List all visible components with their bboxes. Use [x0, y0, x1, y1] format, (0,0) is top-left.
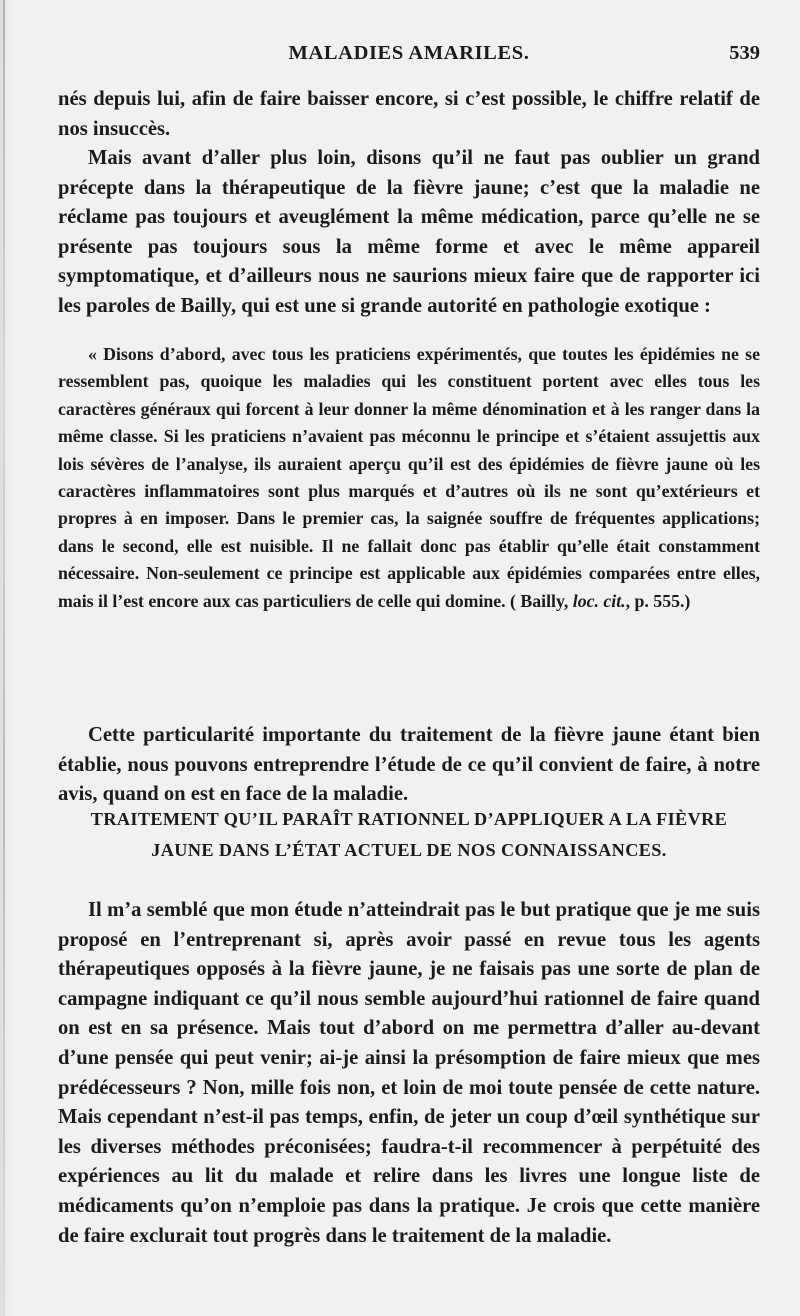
quote-reference-italic: loc. cit. — [572, 590, 626, 611]
paragraph-text: Mais avant d’aller plus loin, disons qu’il ne faut pas oublier un grand précepte dans la thérapeutique de la fièvre jaune; c’est que la maladie ne réclame pas toujours et aveuglément la même médication, parce qu’elle ne se présente pas toujours sous la même forme et avec le même appareil symptomatique, et d’ailleurs nous ne saurions mieux faire que de rapporter ici les paroles de Bailly, qui est une si grande autorité en pathologie exotique : — [58, 147, 760, 317]
quote-reference-page: , p. 555.) — [625, 590, 691, 611]
page-number: 539 — [729, 42, 760, 64]
quote-text-main: « Disons d’abord, avec tous les praticiens expérimentés, que toutes les épidémies ne se ressemblent pas, quoique les maladies qui les constituent portent avec elles tous les caractères généraux qui forcent à leur donner la même dénomination et à les ranger dans la même classe. Si les praticiens n’avaient pas méconnu le principe et s’étaient assujettis aux lois sévères de l’analyse, ils auraient aperçu qu’il est des épidémies de fièvre jaune où les caractères inflammatoires sont plus marqués et d’autres où ils ne sont qu’extérieurs et propres à en imposer. Dans le premier cas, la saignée souffre de fréquentes applications; dans le second, elle est nuisible. Il ne fallait donc pas établir qu’elle était constamment nécessaire. Non-seulement ce principe est applicable aux épidémies comparées entre elles, mais il l’est encore aux cas particuliers de celle qui domine. ( Bailly, — [58, 344, 760, 611]
running-head-title: MALADIES AMARILES. — [288, 42, 530, 64]
paragraph-text: Il m’a semblé que mon étude n’atteindrait pas le but pratique que je me suis proposé en l’entreprenant si, après avoir passé en revue tous les agents thérapeutiques opposés à la fièvre jaune, je ne faisais pas une sorte de plan de campagne indiquant ce qu’il nous semble aujourd’hui rationnel de faire quand on est en sa présence. Mais tout d’abord on me permettra d’aller au-devant d’une pensée qui peut venir; ai-je ainsi la présomption de faire mieux que mes prédécesseurs ? Non, mille fois non, et loin de moi toute pensée de cette nature. Mais cependant n’est-il pas temps, enfin, de jeter un coup d’œil synthétique sur les diverses méthodes préconisées; faudra-t-il recommencer à perpétuité des expériences au lit du malade et relire dans les livres une longue liste de médicaments qu’on n’emploie pas dans la pratique. Je crois que cette manière de faire exclurait tout progrès dans le traitement de la maladie. — [58, 899, 760, 1247]
paragraph-continuation — [58, 85, 760, 144]
paragraph-study — [58, 896, 760, 1251]
paragraph-precept — [58, 144, 760, 322]
section-heading — [58, 804, 760, 865]
running-head — [58, 42, 760, 72]
page-gutter-edge — [3, 0, 5, 1316]
paragraph-text: Cette particularité importante du traitement de la fièvre jaune étant bien établie, nous pouvons entreprendre l’étude de ce qu’il convient de faire, à notre avis, quand on est en face de la maladie. — [58, 724, 760, 806]
block-quote-bailly — [58, 341, 760, 615]
quote-text — [58, 341, 760, 615]
paragraph-particularity — [58, 721, 760, 810]
paragraph-text: nés depuis lui, afin de faire baisser encore, si c’est possible, le chiffre relatif de nos insuccès. — [58, 88, 760, 140]
section-heading-line-2: JAUNE DANS L’ÉTAT ACTUEL DE NOS CONNAISSANCES. — [151, 839, 667, 860]
section-heading-line-1: TRAITEMENT QU’IL PARAÎT RATIONNEL D’APPLIQUER A LA FIÈVRE — [90, 809, 728, 829]
